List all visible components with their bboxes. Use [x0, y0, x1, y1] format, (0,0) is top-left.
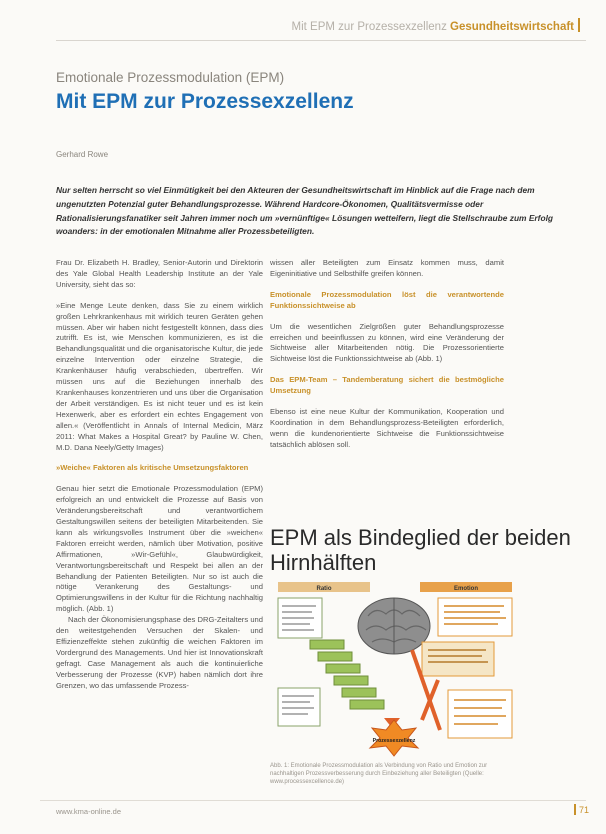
right-subheading-2: Das EPM-Team – Tandemberatung sichert die bestmögliche Umsetzung [270, 375, 504, 396]
page-number [574, 804, 589, 815]
running-header [292, 18, 580, 33]
left-p3: Genau hier setzt die Emotionale Prozessmodulation (EPM) erfolgreich an und entwickelt die Prozesse auf Basis von Veränderungsbereitschaft und verantwortlichem Gestaltungswillen seitens der beteiligten Mitarbeitenden. Sie kann als wirkungsvolles Instrument über die »weichen« Faktoren erreicht werden, nämlich über Motivation, positive Affirmationen, »Wir-Gefühl«, Glaubwürdigkeit, Verantwortungsbereitschaft und Respekt bei allen an der Behandlung der Patienten Beteiligten. Nur so ist auch die nötige Verankerung des Gestaltungs- und Optimierungswillens in der Kultur für die Richtung nachhaltig möglich. (Abb. 1) [56, 484, 263, 614]
figure-caption: Abb. 1: Emotionale Prozessmodulation als Verbindung von Ratio und Emotion zur nachhaltigen Prozessverbesserung durch Einbeziehung aller Beteiligten (Quelle: www.processexcellence.de) [270, 763, 488, 785]
step-box [334, 676, 368, 685]
header-rule [56, 40, 586, 41]
author: Gerhard Rowe [56, 150, 109, 159]
right-lower-box [448, 690, 512, 738]
right-info-box [438, 598, 512, 636]
left-subheading: »Weiche« Faktoren als kritische Umsetzungsfaktoren [56, 463, 249, 473]
step-box [350, 700, 384, 709]
right-subheading-1: Emotionale Prozessmodulation löst die verantwortende Funktionssichtweise ab [270, 289, 504, 310]
step-box [326, 664, 360, 673]
step-box [318, 652, 352, 661]
right-p3: Ebenso ist eine neue Kultur der Kommunikation, Kooperation und Koordination in dem Behandlungsprozess-Beteiligten erforderlich, wenn die kundenorientierte Sichtweise die Funktionssichtweise tatsächlich ablösen soll. [270, 407, 504, 449]
header-category: Gesundheitswirtschaft [450, 21, 574, 33]
left-column [56, 258, 263, 702]
header-section: Mit EPM zur Prozessexzellenz [291, 21, 447, 33]
right-p1: wissen aller Beteiligten zum Einsatz kommen muss, damit Eigeninitiative und Selbsthilfe greifen können. [270, 258, 504, 278]
step-box [310, 640, 344, 649]
article-title: Mit EPM zur Prozessexzellenz [56, 90, 354, 113]
prozessexzellenz-label: Prozessexzellenz [372, 738, 416, 744]
figure-headline: EPM als Bindeglied der beiden Hirnhälften [270, 525, 571, 575]
footer-url[interactable]: www.kma-online.de [56, 807, 122, 816]
page-number-text: 71 [579, 805, 590, 815]
page-bar [574, 804, 576, 815]
figure-brain-diagram [272, 580, 517, 758]
ratio-label: Ratio [316, 586, 332, 592]
left-lower-box [278, 688, 320, 726]
right-p2: Um die wesentlichen Zielgrößen guter Behandlungsprozesse erreichen und beeinflussen zu können, wird eine Veränderung der Sichtweise aller Mitarbeitenden nötig. Die Prozessorientierte Sichtweise löst die Funktionssichtweise ab (Abb. 1) [270, 321, 504, 364]
right-column [270, 258, 504, 461]
left-p2: »Eine Menge Leute denken, dass Sie zu einem wirklich großen Lehrkrankenhaus mit wirklich teuren Geräten gehen müssen. Aber wir haben nicht festgestellt können, dass dies zutrifft. Es ist, wie Menschen kommunizieren, es ist die Behandlungsqualität und die organisatorische Kultur, die jede einzelne Intervention oder einzelne Strategie, die Krankenhäuser häufig verabschieden, übertreffen. Wir müssen uns auf die Beziehungen innerhalb des Krankenhauses konzentrieren und uns über die Organisation der Arbeit verständigen. Es ist nicht teuer und es ist kein Hexenwerk, aber es erfordert ein echtes Engagement von allen.« (Veröffentlicht in Annals of Internal Medicin, März 2011: What Makes a Hospital Great? by Pauline W. Chen, M.D. Dana Neely/Getty Images) [56, 300, 263, 452]
step-box [342, 688, 376, 697]
header-bar [578, 18, 580, 32]
emotion-label: Emotion [454, 586, 478, 592]
footer-rule [40, 800, 586, 801]
right-mid-box [422, 642, 494, 676]
left-p1: Frau Dr. Elizabeth H. Bradley, Senior-Autorin und Direktorin des Yale Global Health Leadership Institute an der Yale University, sieht das so: [56, 258, 263, 289]
lead-paragraph: Nur selten herrscht so viel Einmütigkeit bei den Akteuren der Gesundheitswirtschaft im Hinblick auf die Frage nach dem ungenutzten Potenzial guter Behandlungsprozesse. Während Hardcore-Ökonomen, Qualitätsvermisse oder Rationalisierungsfanatiker seit Jahren immer noch um »vernünftige« Lösungen wetteifern, liegt die Stellschraube zum Erfolg woanders: in der emotionalen Mitnahme aller Prozessbeteiligten. [56, 185, 554, 237]
left-p4: Nach der Ökonomisierungsphase des DRG-Zeitalters und den weitestgehenden Versuchen der Skalen- und Effizienzeffekte stehen zukünftig die weichen Faktoren im Vordergrund des Managements. Und hier ist Innovationskraft gefragt. Case Management als auch die kontinuierliche Verbesserung der Prozesse (KVP) haben nämlich dort ihre Grenzen, wo das umfassende Prozess- [56, 615, 263, 690]
kicker: Emotionale Prozessmodulation (EPM) [56, 70, 285, 85]
